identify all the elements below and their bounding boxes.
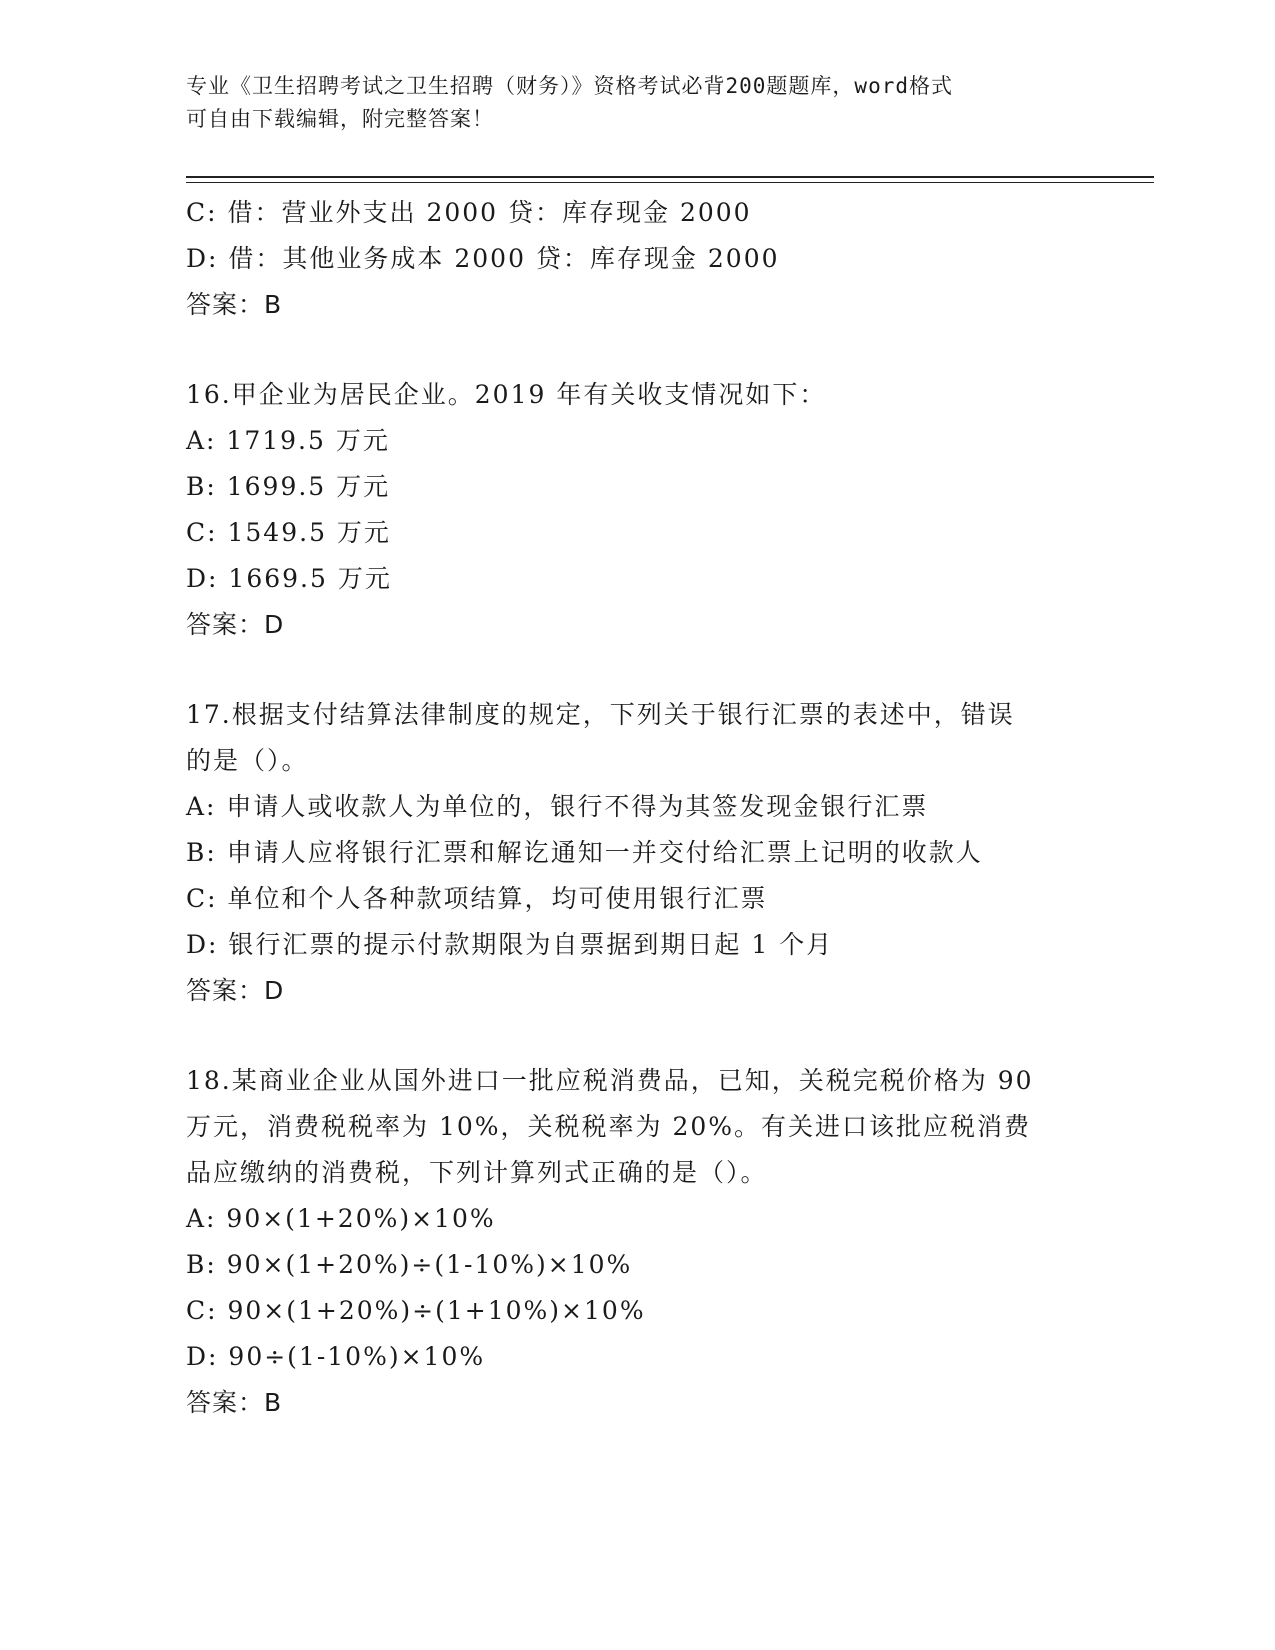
spacer [186,648,1086,692]
option-d: D: 银行汇票的提示付款期限为自票据到期日起 1 个月 [186,930,834,959]
question-18 [186,1058,1086,1426]
answer: 答案：B [186,1388,283,1417]
continued-question [186,190,1086,328]
document-header [186,70,1066,136]
header-line-1: 专业《卫生招聘考试之卫生招聘（财务）》资格考试必背200题题库，word格式 [186,74,953,98]
question-stem: 18.某商业企业从国外进口一批应税消费品，已知，关税完税价格为 90 [186,1066,1034,1095]
option-d: D: 1669.5 万元 [186,564,392,593]
option-b: B: 90×(1+20%)÷(1-10%)×10% [186,1250,633,1279]
option-b: B: 1699.5 万元 [186,472,391,501]
question-stem: 万元，消费税税率为 10%，关税税率为 20%。有关进口该批应税消费 [186,1112,1032,1141]
option-c: C: 90×(1+20%)÷(1+10%)×10% [186,1296,646,1325]
option-c: C: 借：营业外支出 2000 贷：库存现金 2000 [186,198,752,227]
spacer [186,328,1086,372]
option-c: C: 1549.5 万元 [186,518,391,547]
answer: 答案：B [186,290,283,319]
option-b: B: 申请人应将银行汇票和解讫通知一并交付给汇票上记明的收款人 [186,838,983,867]
question-stem: 品应缴纳的消费税，下列计算列式正确的是（）。 [186,1158,768,1187]
option-c: C: 单位和个人各种款项结算，均可使用银行汇票 [186,884,768,913]
answer: 答案：D [186,976,285,1005]
header-divider-thin [186,182,1154,183]
question-17 [186,692,1086,1014]
answer: 答案：D [186,610,285,639]
question-16 [186,372,1086,648]
option-a: A: 1719.5 万元 [186,426,390,455]
question-stem: 的是（）。 [186,746,309,775]
question-stem: 17.根据支付结算法律制度的规定，下列关于银行汇票的表述中，错误 [186,700,1015,729]
header-line-2: 可自由下载编辑，附完整答案！ [186,107,494,131]
header-divider-thick [186,176,1154,178]
question-stem: 16.甲企业为居民企业。2019 年有关收支情况如下： [186,380,827,409]
document-body [186,190,1086,1426]
spacer [186,1014,1086,1058]
option-a: A: 申请人或收款人为单位的，银行不得为其签发现金银行汇票 [186,792,929,821]
option-a: A: 90×(1+20%)×10% [186,1204,496,1233]
option-d: D: 借：其他业务成本 2000 贷：库存现金 2000 [186,244,780,273]
option-d: D: 90÷(1-10%)×10% [186,1342,486,1371]
